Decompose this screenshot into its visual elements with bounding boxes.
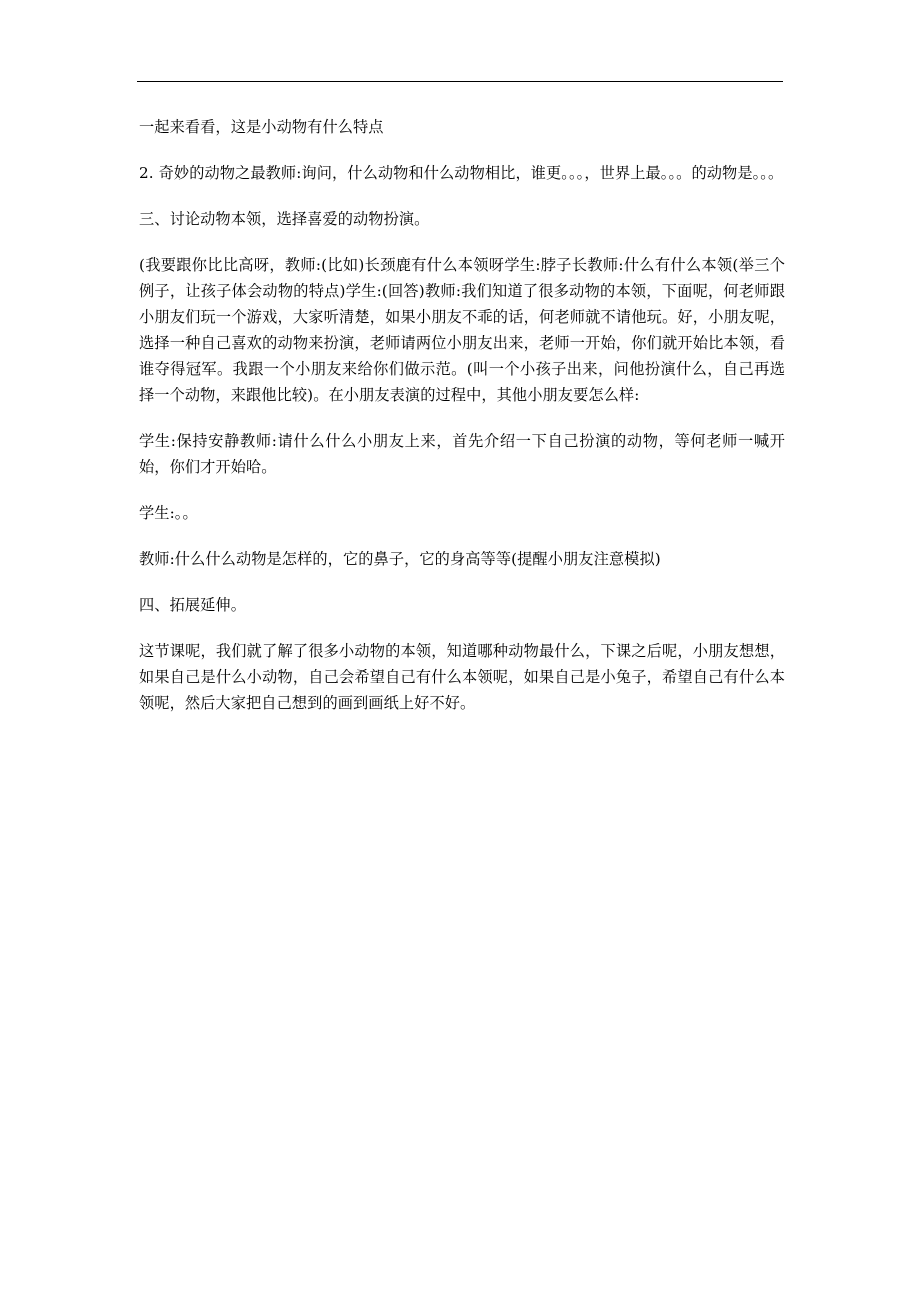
paragraph-extension: 这节课呢，我们就了解了很多小动物的本领，知道哪种动物最什么，下课之后呢，小朋友想想，如果自己是什么小动物，自己会希望自己有什么本领呢，如果自己是小兔子，希望自己有什么本领呢，然后大家把自己想到的画到画纸上好不好。 [139, 642, 785, 712]
paragraph-students-response: 学生:。。 [139, 504, 198, 522]
heading-section-3: 三、讨论动物本领，选择喜爱的动物扮演。 [139, 210, 430, 228]
paragraph-students-quiet: 学生:保持安静教师:请什么什么小朋友上来，首先介绍一下自己扮演的动物，等何老师一喊开始，你们才开始哈。 [139, 432, 785, 476]
paragraph-activity: (我要跟你比比高呀，教师:(比如)长颈鹿有什么本领呀学生:脖子长教师:什么有什么本领(举三个例子，让孩子体会动物的特点)学生:(回答)教师:我们知道了很多动物的本领，下面呢，何老师跟小朋友们玩一个游戏，大家听清楚，如果小朋友不乖的话，何老师就不请他玩。好，小朋友呢，选择一种自己喜欢的动物来扮演，老师请两位小朋友出来，老师一开始，你们就开始比本领，看谁夺得冠军。我跟一个小朋友来给你们做示范。(叫一个小孩子出来，问他扮演什么，自己再选择一个动物，来跟他比较)。在小朋友表演的过程中，其他小朋友要怎么样: [139, 256, 785, 404]
heading-section-4: 四、拓展延伸。 [139, 596, 247, 614]
document-body [139, 114, 785, 736]
paragraph-teacher-prompt: 教师:什么什么动物是怎样的，它的鼻子，它的身高等等(提醒小朋友注意模拟) [139, 550, 661, 568]
paragraph-section-2: 2. 奇妙的动物之最教师:询问，什么动物和什么动物相比，谁更。。。，世界上最。。。的动物是。。。 [139, 164, 784, 182]
header-rule [137, 81, 783, 82]
paragraph-intro: 一起来看看，这是小动物有什么特点 [139, 118, 384, 136]
